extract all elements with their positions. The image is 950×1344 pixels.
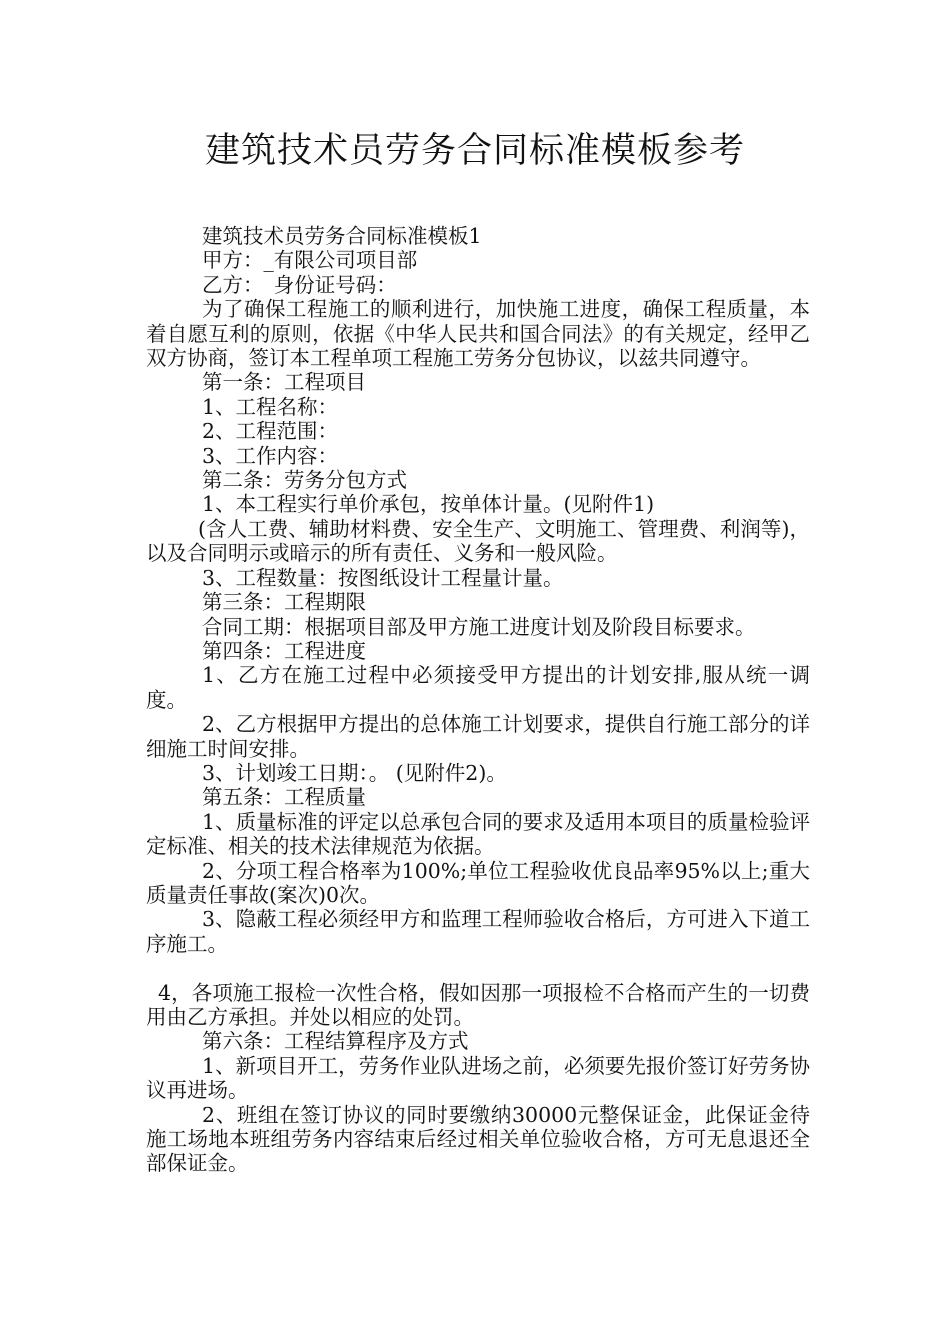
article-1-heading: 第一条：工程项目 bbox=[202, 370, 366, 395]
article-1-item-2: 2、工程范围： bbox=[202, 419, 339, 444]
article-5-item-2: 2、分项工程合格率为100%;单位工程验收优良品率95%以上;重大质量责任事故(案次)0次。 bbox=[146, 858, 810, 907]
article-2-item-3: 3、工程数量：按图纸设计工程量计量。 bbox=[202, 565, 564, 590]
article-5-item-1: 1、质量标准的评定以总承包合同的要求及适用本项目的质量检验评定标准、相关的技术法律规范为依据。 bbox=[146, 809, 810, 859]
article-5-item-3: 3、隐蔽工程必须经甲方和监理工程师验收合格后，方可进入下道工序施工。 bbox=[146, 907, 810, 956]
preamble-paragraph: 为了确保工程施工的顺利进行，加快施工进度，确保工程质量，本着自愿互利的原则，依据《中华人民共和国合同法》的有关规定，经甲乙双方协商，签订本工程单项工程施工劳务分包协议，以兹共同遵守。 bbox=[146, 297, 810, 371]
article-3-heading: 第三条：工程期限 bbox=[202, 590, 366, 615]
contract-subtitle: 建筑技术员劳务合同标准模板1 bbox=[202, 224, 482, 248]
article-4-heading: 第四条：工程进度 bbox=[202, 638, 366, 663]
article-2-item-1-detail: (含人工费、辅助材料费、安全生产、文明施工、管理费、利润等)，以及合同明示或暗示的所有责任、义务和一般风险。 bbox=[146, 516, 810, 566]
blank-line bbox=[146, 956, 810, 980]
article-4-item-2: 2、乙方根据甲方提出的总体施工计划要求，提供自行施工部分的详细施工时间安排。 bbox=[146, 712, 810, 761]
article-4-item-1: 1、乙方在施工过程中必须接受甲方提出的计划安排,服从统一调度。 bbox=[146, 663, 810, 712]
article-3-item: 合同工期：根据项目部及甲方施工进度计划及阶段目标要求。 bbox=[202, 614, 756, 639]
article-5-heading: 第五条：工程质量 bbox=[202, 785, 366, 810]
article-6-item-1: 1、新项目开工，劳务作业队进场之前，必须要先报价签订好劳务协议再进场。 bbox=[146, 1053, 810, 1103]
article-6-item-2: 2、班组在签订协议的同时要缴纳30000元整保证金，此保证金待施工场地本班组劳务内容结束后经过相关单位验收合格，方可无息退还全部保证金。 bbox=[146, 1102, 810, 1176]
document-body bbox=[146, 224, 810, 1176]
article-1-item-1: 1、工程名称： bbox=[202, 394, 339, 419]
article-5-item-4: 4，各项施工报检一次性合格，假如因那一项报检不合格而产生的一切费用由乙方承担。并处以相应的处罚。 bbox=[146, 980, 810, 1029]
article-4-item-3: 3、计划竣工日期：。 (见附件2)。 bbox=[202, 760, 507, 785]
article-6-heading: 第六条：工程结算程序及方式 bbox=[202, 1029, 469, 1054]
party-b: 乙方： 身份证号码： bbox=[202, 272, 397, 297]
document-title: 建筑技术员劳务合同标准模板参考 bbox=[204, 131, 745, 171]
article-1-item-3: 3、工作内容： bbox=[202, 443, 339, 468]
article-2-heading: 第二条：劳务分包方式 bbox=[202, 468, 407, 493]
article-2-item-1: 1、本工程实行单价承包，按单体计量。(见附件1) bbox=[202, 492, 655, 517]
party-a: 甲方：_有限公司项目部 bbox=[202, 248, 418, 273]
